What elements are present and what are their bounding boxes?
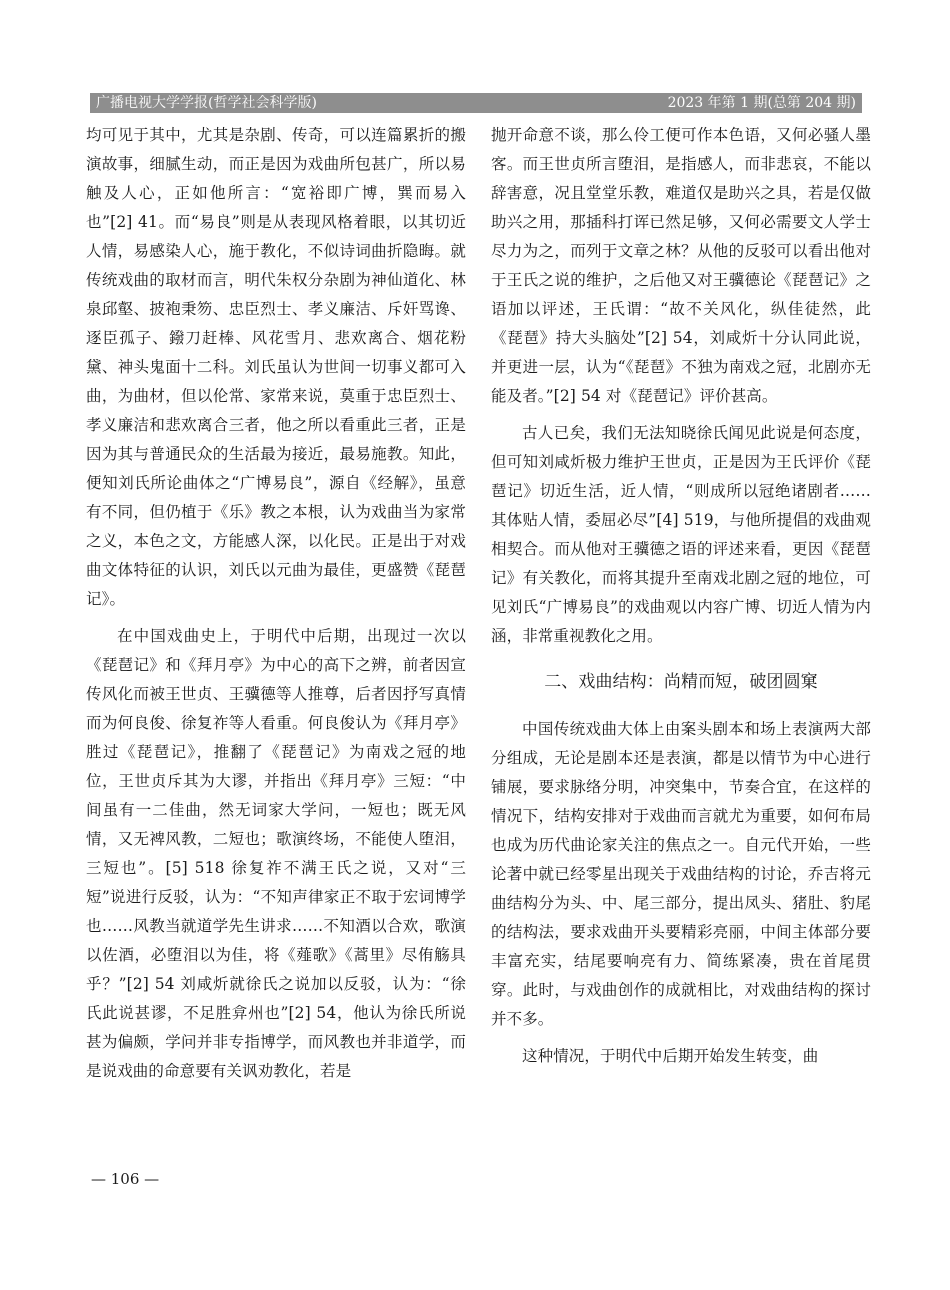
right-column (491, 121, 871, 1071)
right-paragraph-3: 中国传统戏曲大体上由案头剧本和场上表演两大部分组成，无论是剧本还是表演，都是以情节为中心进行铺展，要求脉络分明，冲突集中，节奏合宜，在这样的情况下，结构安排对于戏曲而言就尤为重要，如何布局也成为历代曲论家关注的焦点之一。自元代开始，一些论著中就已经零星出现关于戏曲结构的讨论，乔吉将元曲结构分为头、中、尾三部分，提出凤头、猪肚、豹尾的结构法，要求戏曲开头要精彩亮丽，中间主体部分要丰富充实，结尾要响亮有力、简练紧凑，贵在首尾贯穿。此时，与戏曲创作的成就相比，对戏曲结构的探讨并不多。 (491, 720, 871, 1028)
left-column (86, 121, 466, 1086)
issue-info: 2023 年第 1 期(总第 204 期) (667, 95, 856, 111)
page-number: — 106 — (91, 1170, 160, 1188)
left-paragraph-2: 在中国戏曲史上，于明代中后期，出现过一次以《琵琶记》和《拜月亭》为中心的高下之辨，前者因宣传风化而被王世贞、王骥德等人推尊，后者因抒写真情而为何良俊、徐复祚等人看重。何良俊认为《拜月亭》胜过《琵琶记》，推翻了《琵琶记》为南戏之冠的地位，王世贞斥其为大谬，并指出《拜月亭》三短：“中间虽有一二佳曲，然无词家大学问，一短也；既无风情，又无裨风教，二短也；歌演终场，不能使人堕泪，三短也”。[5] 518 徐复祚不满王氏之说，又对“三短”说进行反驳，认为：“不知声律家正不取于宏词博学也……风教当就道学先生讲求……不知酒以合欢，歌演以佐酒，必堕泪以为佳，将《薤歌》《蒿里》尽侑觞具乎？”[2] 54 刘咸炘就徐氏之说加以反驳，认为：“徐氏此说甚谬，不足胜弇州也”[2] 54，他认为徐氏所说甚为偏颇，学问并非专指博学，而风教也并非道学，而是说戏曲的命意要有关讽劝教化，若是 (86, 627, 466, 1080)
running-header (90, 93, 862, 113)
section-heading: 二、戏曲结构：尚精而短，破团圆窠 (544, 672, 818, 692)
journal-title: 广播电视大学学报(哲学社会科学版) (96, 95, 317, 111)
right-paragraph-1: 抛开命意不谈，那么伶工便可作本色语，又何必骚人墨客。而王世贞所言堕泪，是指感人，而非悲哀，不能以辞害意，况且堂堂乐教，难道仅是助兴之具，若是仅做助兴之用，那插科打诨已然足够，又何必需要文人学士尽力为之，而列于文章之林？从他的反驳可以看出他对于王氏之说的维护，之后他又对王骥德论《琵琶记》之语加以评述，王氏谓：“故不关风化，纵佳徒然，此《琵琶》持大头脑处”[2] 54，刘咸炘十分认同此说，并更进一层，认为“《琵琶》不独为南戏之冠，北剧亦无能及者。”[2] 54 对《琵琶记》评价甚高。 (491, 126, 871, 405)
right-paragraph-2: 古人已矣，我们无法知晓徐氏闻见此说是何态度，但可知刘咸炘极力维护王世贞，正是因为王氏评价《琵琶记》切近生活，近人情，“则成所以冠绝诸剧者……其体贴人情，委屈必尽”[4] 519，与他所提倡的戏曲观相契合。而从他对王骥德之语的评述来看，更因《琵琶记》有关教化，而将其提升至南戏北剧之冠的地位，可见刘氏“广博易良”的戏曲观以内容广博、切近人情为内涵，非常重视教化之用。 (491, 424, 871, 645)
left-paragraph-1: 均可见于其中，尤其是杂剧、传奇，可以连篇累折的搬演故事，细腻生动，而正是因为戏曲所包甚广，所以易触及人心，正如他所言：“宽裕即广博，巽而易入也”[2] 41。而“易良”则是从表现风格着眼，以其切近人情，易感染人心，施于教化，不似诗词曲折隐晦。就传统戏曲的取材而言，明代朱权分杂剧为神仙道化、林泉邱壑、披袍秉笏、忠臣烈士、孝义廉洁、斥奸骂谗、逐臣孤子、鏺刀赶棒、风花雪月、悲欢离合、烟花粉黛、神头鬼面十二科。刘氏虽认为世间一切事义都可入曲，为曲材，但以伦常、家常来说，莫重于忠臣烈士、孝义廉洁和悲欢离合三者，他之所以看重此三者，正是因为其与普通民众的生活最为接近，最易施教。知此，便知刘氏所论曲体之“广博易良”，源自《经解》，虽意有不同，但仍植于《乐》教之本根，认为戏曲当为家常之义，本色之文，方能感人深，以化民。正是出于对戏曲文体特征的认识，刘氏以元曲为最佳，更盛赞《琵琶记》。 (86, 126, 466, 608)
right-paragraph-4: 这种情况，于明代中后期开始发生转变，曲 (522, 1047, 819, 1065)
